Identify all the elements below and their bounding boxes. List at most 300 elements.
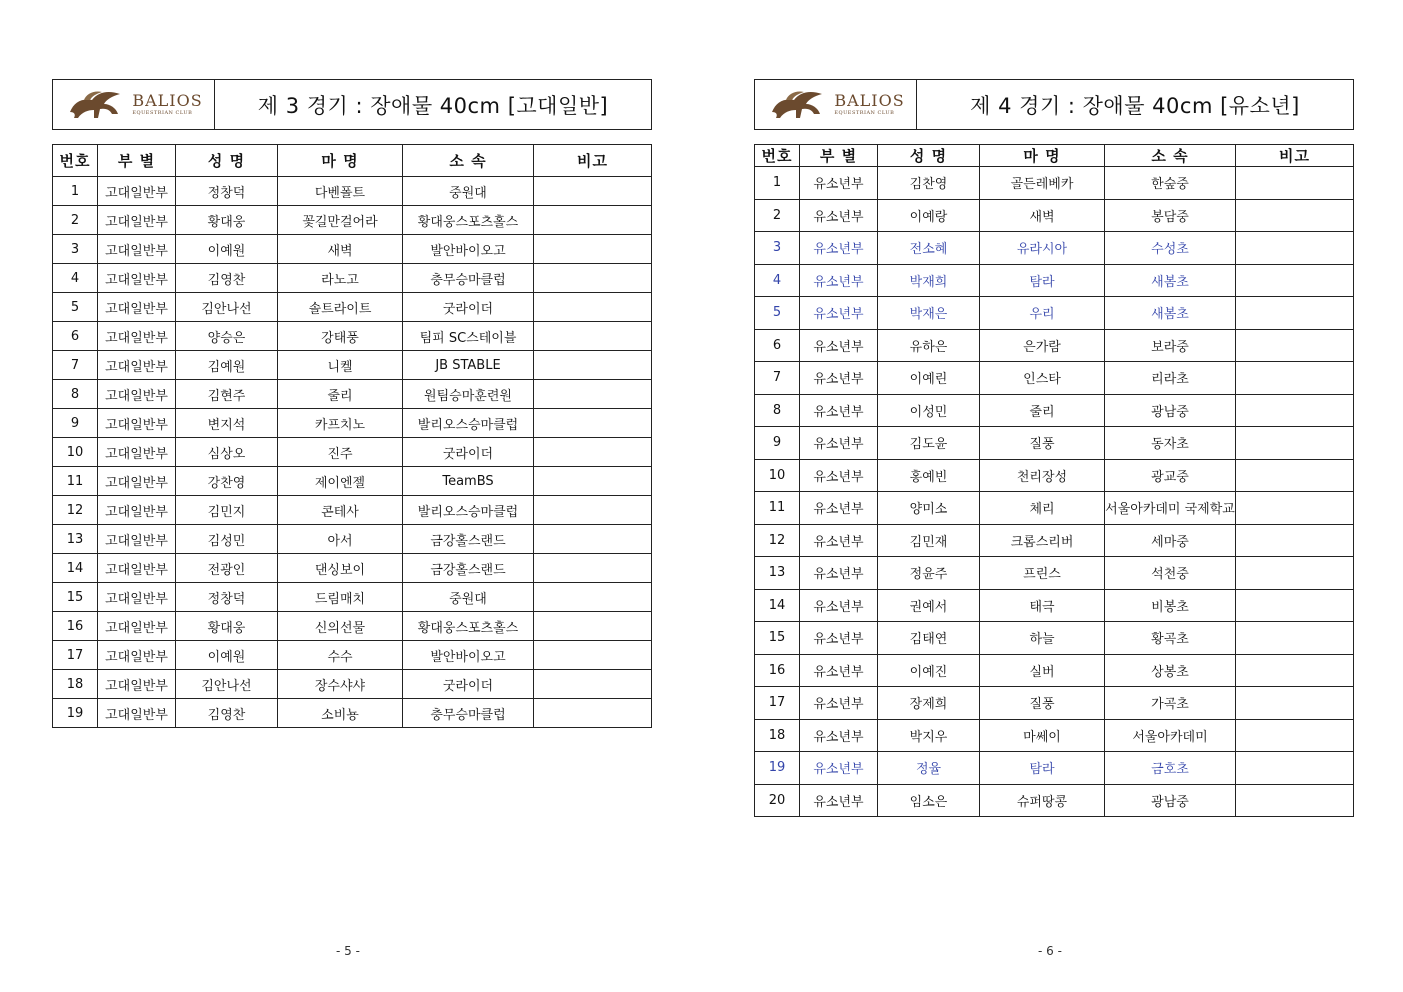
- event-header: [52, 79, 652, 130]
- col-division: 부 별: [98, 145, 176, 177]
- row-division: 고대일반부: [98, 409, 176, 438]
- row-horse-name: 니켈: [278, 351, 403, 380]
- table-row: [755, 199, 1354, 232]
- row-division: 유소년부: [800, 329, 878, 362]
- row-rider-name: 전광인: [176, 554, 278, 583]
- row-rider-name: 권예서: [878, 589, 980, 622]
- row-horse-name: 수수: [278, 641, 403, 670]
- row-note: [534, 409, 652, 438]
- col-rider-name: 성 명: [878, 145, 980, 167]
- row-rider-name: 김현주: [176, 380, 278, 409]
- col-number: 번호: [755, 145, 800, 167]
- col-horse-name: 마 명: [278, 145, 403, 177]
- row-horse-name: 제이엔젤: [278, 467, 403, 496]
- row-number: 8: [53, 380, 98, 409]
- row-number: 8: [755, 394, 800, 427]
- row-note: [534, 612, 652, 641]
- row-horse-name: 새벽: [980, 199, 1105, 232]
- col-number: 번호: [53, 145, 98, 177]
- row-note: [1236, 264, 1354, 297]
- row-division: 유소년부: [800, 427, 878, 460]
- row-division: 고대일반부: [98, 670, 176, 699]
- row-affiliation: 한숲중: [1105, 167, 1236, 200]
- row-number: 4: [53, 264, 98, 293]
- row-rider-name: 유하은: [878, 329, 980, 362]
- table-row: [755, 427, 1354, 460]
- row-division: 유소년부: [800, 362, 878, 395]
- row-rider-name: 정창덕: [176, 583, 278, 612]
- row-note: [534, 293, 652, 322]
- table-row: [755, 687, 1354, 720]
- row-note: [1236, 752, 1354, 785]
- row-affiliation: 서울아카데미 국제학교: [1105, 492, 1236, 525]
- row-division: 유소년부: [800, 719, 878, 752]
- row-affiliation: 발안바이오고: [403, 235, 534, 264]
- row-number: 3: [755, 232, 800, 265]
- row-horse-name: 콘테사: [278, 496, 403, 525]
- row-rider-name: 이성민: [878, 394, 980, 427]
- row-number: 11: [53, 467, 98, 496]
- row-number: 5: [755, 297, 800, 330]
- row-division: 고대일반부: [98, 380, 176, 409]
- entry-rows: [53, 177, 652, 728]
- row-rider-name: 박재희: [878, 264, 980, 297]
- row-rider-name: 정율: [878, 752, 980, 785]
- row-number: 13: [53, 525, 98, 554]
- row-horse-name: 인스타: [980, 362, 1105, 395]
- entry-rows: [755, 167, 1354, 817]
- row-affiliation: 굿라이더: [403, 438, 534, 467]
- page-right: [700, 0, 1403, 992]
- row-rider-name: 황대웅: [176, 612, 278, 641]
- col-division: 부 별: [800, 145, 878, 167]
- row-horse-name: 강태풍: [278, 322, 403, 351]
- row-rider-name: 김영찬: [176, 699, 278, 728]
- table-row: [53, 699, 652, 728]
- winged-horse-icon: [64, 88, 126, 122]
- table-row: [53, 641, 652, 670]
- row-division: 유소년부: [800, 232, 878, 265]
- row-affiliation: 광남중: [1105, 394, 1236, 427]
- row-rider-name: 김민재: [878, 524, 980, 557]
- row-horse-name: 슈퍼땅콩: [980, 784, 1105, 817]
- table-row: [755, 297, 1354, 330]
- row-number: 7: [755, 362, 800, 395]
- row-horse-name: 우리: [980, 297, 1105, 330]
- table-row: [755, 394, 1354, 427]
- row-note: [1236, 427, 1354, 460]
- table-row: [53, 293, 652, 322]
- row-note: [534, 496, 652, 525]
- row-affiliation: 금강홀스랜드: [403, 525, 534, 554]
- row-note: [534, 554, 652, 583]
- row-rider-name: 정윤주: [878, 557, 980, 590]
- row-division: 유소년부: [800, 557, 878, 590]
- logo-subtext: EQUESTRIAN CLUB: [132, 110, 193, 116]
- row-division: 고대일반부: [98, 612, 176, 641]
- row-rider-name: 김태연: [878, 622, 980, 655]
- row-affiliation: 굿라이더: [403, 670, 534, 699]
- row-note: [534, 641, 652, 670]
- row-number: 16: [755, 654, 800, 687]
- row-horse-name: 댄싱보이: [278, 554, 403, 583]
- row-rider-name: 양미소: [878, 492, 980, 525]
- row-affiliation: TeamBS: [403, 467, 534, 496]
- row-horse-name: 질풍: [980, 427, 1105, 460]
- row-horse-name: 은가람: [980, 329, 1105, 362]
- row-number: 6: [53, 322, 98, 351]
- row-division: 고대일반부: [98, 583, 176, 612]
- row-affiliation: 보라중: [1105, 329, 1236, 362]
- row-affiliation: 발안바이오고: [403, 641, 534, 670]
- row-number: 12: [53, 496, 98, 525]
- logo-subtext: EQUESTRIAN CLUB: [834, 110, 895, 116]
- event-title: 제 4 경기 : 장애물 40cm [유소년]: [970, 93, 1300, 118]
- table-row: [53, 177, 652, 206]
- row-division: 유소년부: [800, 784, 878, 817]
- row-affiliation: 가곡초: [1105, 687, 1236, 720]
- table-row: [755, 524, 1354, 557]
- row-division: 유소년부: [800, 752, 878, 785]
- row-rider-name: 강찬영: [176, 467, 278, 496]
- row-division: 유소년부: [800, 492, 878, 525]
- row-horse-name: 하늘: [980, 622, 1105, 655]
- table-row: [53, 409, 652, 438]
- table-row: [755, 622, 1354, 655]
- row-number: 1: [755, 167, 800, 200]
- row-division: 고대일반부: [98, 554, 176, 583]
- table-row: [53, 670, 652, 699]
- row-note: [1236, 784, 1354, 817]
- row-rider-name: 홍예빈: [878, 459, 980, 492]
- row-number: 4: [755, 264, 800, 297]
- logo-wordmark: BALIOS: [132, 91, 203, 110]
- row-number: 5: [53, 293, 98, 322]
- table-row: [755, 362, 1354, 395]
- row-note: [534, 351, 652, 380]
- row-note: [534, 438, 652, 467]
- table-header-row: [755, 145, 1354, 167]
- row-horse-name: 질풍: [980, 687, 1105, 720]
- row-affiliation: 원팀승마훈련원: [403, 380, 534, 409]
- row-number: 19: [755, 752, 800, 785]
- row-affiliation: 금강홀스랜드: [403, 554, 534, 583]
- row-horse-name: 다벤폴트: [278, 177, 403, 206]
- row-number: 12: [755, 524, 800, 557]
- row-note: [1236, 557, 1354, 590]
- row-division: 고대일반부: [98, 525, 176, 554]
- row-affiliation: 충무승마클럽: [403, 264, 534, 293]
- table-row: [53, 467, 652, 496]
- table-row: [755, 167, 1354, 200]
- row-note: [534, 177, 652, 206]
- row-note: [1236, 167, 1354, 200]
- row-horse-name: 진주: [278, 438, 403, 467]
- row-rider-name: 임소은: [878, 784, 980, 817]
- row-rider-name: 이예원: [176, 641, 278, 670]
- table-row: [53, 496, 652, 525]
- row-note: [534, 583, 652, 612]
- row-note: [534, 380, 652, 409]
- table-row: [755, 492, 1354, 525]
- row-number: 1: [53, 177, 98, 206]
- row-note: [1236, 199, 1354, 232]
- col-horse-name: 마 명: [980, 145, 1105, 167]
- row-note: [1236, 719, 1354, 752]
- row-horse-name: 프린스: [980, 557, 1105, 590]
- row-number: 18: [53, 670, 98, 699]
- row-affiliation: 발리오스승마클럽: [403, 409, 534, 438]
- row-division: 유소년부: [800, 654, 878, 687]
- table-row: [53, 235, 652, 264]
- row-horse-name: 마쎄이: [980, 719, 1105, 752]
- row-affiliation: 수성초: [1105, 232, 1236, 265]
- row-horse-name: 크롬스리버: [980, 524, 1105, 557]
- row-number: 15: [53, 583, 98, 612]
- row-note: [534, 467, 652, 496]
- table-row: [53, 554, 652, 583]
- event-title: 제 3 경기 : 장애물 40cm [고대일반]: [257, 93, 609, 118]
- row-number: 6: [755, 329, 800, 362]
- row-note: [1236, 524, 1354, 557]
- row-division: 고대일반부: [98, 699, 176, 728]
- row-horse-name: 솔트라이트: [278, 293, 403, 322]
- row-note: [534, 235, 652, 264]
- row-number: 11: [755, 492, 800, 525]
- row-rider-name: 이예원: [176, 235, 278, 264]
- row-horse-name: 드림매치: [278, 583, 403, 612]
- row-horse-name: 실버: [980, 654, 1105, 687]
- row-division: 유소년부: [800, 199, 878, 232]
- row-affiliation: 석천중: [1105, 557, 1236, 590]
- row-horse-name: 카프치노: [278, 409, 403, 438]
- table-row: [53, 438, 652, 467]
- row-affiliation: 황대웅스포츠홀스: [403, 612, 534, 641]
- row-rider-name: 박재은: [878, 297, 980, 330]
- row-note: [1236, 232, 1354, 265]
- row-division: 유소년부: [800, 167, 878, 200]
- table-row: [755, 589, 1354, 622]
- club-logo: [755, 80, 917, 129]
- row-affiliation: 상봉초: [1105, 654, 1236, 687]
- row-rider-name: 양승은: [176, 322, 278, 351]
- row-note: [534, 670, 652, 699]
- table-row: [53, 380, 652, 409]
- table-row: [755, 557, 1354, 590]
- row-affiliation: JB STABLE: [403, 351, 534, 380]
- table-row: [53, 583, 652, 612]
- row-number: 7: [53, 351, 98, 380]
- row-horse-name: 라노고: [278, 264, 403, 293]
- row-affiliation: 서울아카데미: [1105, 719, 1236, 752]
- row-division: 유소년부: [800, 687, 878, 720]
- row-division: 고대일반부: [98, 206, 176, 235]
- table-row: [755, 459, 1354, 492]
- row-number: 20: [755, 784, 800, 817]
- row-note: [534, 322, 652, 351]
- row-division: 유소년부: [800, 589, 878, 622]
- row-horse-name: 체리: [980, 492, 1105, 525]
- logo-wordmark: BALIOS: [834, 91, 905, 110]
- table-row: [755, 654, 1354, 687]
- row-rider-name: 김민지: [176, 496, 278, 525]
- entry-table: [754, 144, 1354, 817]
- row-number: 9: [53, 409, 98, 438]
- row-horse-name: 장수샤샤: [278, 670, 403, 699]
- row-rider-name: 김예원: [176, 351, 278, 380]
- row-division: 고대일반부: [98, 264, 176, 293]
- row-horse-name: 아서: [278, 525, 403, 554]
- row-affiliation: 리라초: [1105, 362, 1236, 395]
- col-affiliation: 소 속: [1105, 145, 1236, 167]
- row-division: 유소년부: [800, 459, 878, 492]
- row-rider-name: 변지석: [176, 409, 278, 438]
- row-horse-name: 태극: [980, 589, 1105, 622]
- col-note: 비고: [534, 145, 652, 177]
- row-number: 17: [755, 687, 800, 720]
- table-header-row: [53, 145, 652, 177]
- row-affiliation: 중원대: [403, 583, 534, 612]
- row-horse-name: 탐라: [980, 752, 1105, 785]
- row-horse-name: 유라시아: [980, 232, 1105, 265]
- row-division: 고대일반부: [98, 177, 176, 206]
- row-horse-name: 줄리: [980, 394, 1105, 427]
- table-row: [53, 525, 652, 554]
- entry-table: [52, 144, 652, 728]
- row-division: 고대일반부: [98, 293, 176, 322]
- row-division: 고대일반부: [98, 496, 176, 525]
- row-number: 15: [755, 622, 800, 655]
- row-horse-name: 골든레베카: [980, 167, 1105, 200]
- row-rider-name: 김찬영: [878, 167, 980, 200]
- row-division: 유소년부: [800, 524, 878, 557]
- row-note: [1236, 459, 1354, 492]
- row-note: [1236, 329, 1354, 362]
- row-note: [534, 206, 652, 235]
- page-number: - 5 -: [336, 944, 360, 958]
- row-affiliation: 동자초: [1105, 427, 1236, 460]
- row-division: 유소년부: [800, 622, 878, 655]
- row-division: 고대일반부: [98, 438, 176, 467]
- row-affiliation: 광남중: [1105, 784, 1236, 817]
- row-number: 9: [755, 427, 800, 460]
- table-row: [53, 322, 652, 351]
- row-affiliation: 굿라이더: [403, 293, 534, 322]
- row-number: 3: [53, 235, 98, 264]
- table-row: [53, 206, 652, 235]
- page-number: - 6 -: [1038, 944, 1062, 958]
- row-division: 유소년부: [800, 394, 878, 427]
- row-number: 2: [53, 206, 98, 235]
- row-affiliation: 발리오스승마클럽: [403, 496, 534, 525]
- row-affiliation: 황대웅스포츠홀스: [403, 206, 534, 235]
- row-rider-name: 이예린: [878, 362, 980, 395]
- row-note: [1236, 654, 1354, 687]
- col-rider-name: 성 명: [176, 145, 278, 177]
- row-rider-name: 황대웅: [176, 206, 278, 235]
- table-row: [755, 232, 1354, 265]
- row-note: [1236, 622, 1354, 655]
- winged-horse-icon: [766, 88, 828, 122]
- row-number: 19: [53, 699, 98, 728]
- row-number: 18: [755, 719, 800, 752]
- row-affiliation: 황곡초: [1105, 622, 1236, 655]
- row-horse-name: 꽃길만걸어라: [278, 206, 403, 235]
- table-row: [755, 719, 1354, 752]
- row-horse-name: 소비뇽: [278, 699, 403, 728]
- row-rider-name: 전소혜: [878, 232, 980, 265]
- row-horse-name: 탐라: [980, 264, 1105, 297]
- row-affiliation: 새봄초: [1105, 297, 1236, 330]
- row-number: 16: [53, 612, 98, 641]
- row-division: 유소년부: [800, 264, 878, 297]
- row-division: 유소년부: [800, 297, 878, 330]
- club-logo: [53, 80, 215, 129]
- row-horse-name: 줄리: [278, 380, 403, 409]
- row-affiliation: 충무승마클럽: [403, 699, 534, 728]
- row-rider-name: 장제희: [878, 687, 980, 720]
- table-row: [53, 264, 652, 293]
- row-division: 고대일반부: [98, 641, 176, 670]
- row-note: [1236, 362, 1354, 395]
- row-rider-name: 김안나선: [176, 670, 278, 699]
- row-affiliation: 광교중: [1105, 459, 1236, 492]
- row-horse-name: 천리장성: [980, 459, 1105, 492]
- table-row: [755, 784, 1354, 817]
- row-affiliation: 비봉초: [1105, 589, 1236, 622]
- page-left: [0, 0, 700, 992]
- row-rider-name: 김안나선: [176, 293, 278, 322]
- row-note: [534, 525, 652, 554]
- row-division: 고대일반부: [98, 322, 176, 351]
- row-rider-name: 김영찬: [176, 264, 278, 293]
- table-row: [53, 612, 652, 641]
- row-horse-name: 신의선물: [278, 612, 403, 641]
- row-affiliation: 중원대: [403, 177, 534, 206]
- row-affiliation: 봉담중: [1105, 199, 1236, 232]
- row-note: [1236, 589, 1354, 622]
- row-rider-name: 김도윤: [878, 427, 980, 460]
- col-note: 비고: [1236, 145, 1354, 167]
- row-note: [534, 264, 652, 293]
- row-note: [1236, 394, 1354, 427]
- row-number: 14: [53, 554, 98, 583]
- row-number: 10: [53, 438, 98, 467]
- row-rider-name: 이예진: [878, 654, 980, 687]
- row-number: 17: [53, 641, 98, 670]
- row-number: 2: [755, 199, 800, 232]
- row-division: 고대일반부: [98, 467, 176, 496]
- row-affiliation: 금호초: [1105, 752, 1236, 785]
- row-rider-name: 이예랑: [878, 199, 980, 232]
- row-division: 고대일반부: [98, 235, 176, 264]
- table-row: [755, 752, 1354, 785]
- row-number: 10: [755, 459, 800, 492]
- row-note: [1236, 687, 1354, 720]
- row-horse-name: 새벽: [278, 235, 403, 264]
- col-affiliation: 소 속: [403, 145, 534, 177]
- row-rider-name: 심상오: [176, 438, 278, 467]
- table-row: [755, 329, 1354, 362]
- row-note: [1236, 492, 1354, 525]
- table-row: [755, 264, 1354, 297]
- row-affiliation: 새봄초: [1105, 264, 1236, 297]
- row-affiliation: 세마중: [1105, 524, 1236, 557]
- row-number: 14: [755, 589, 800, 622]
- row-division: 고대일반부: [98, 351, 176, 380]
- row-note: [1236, 297, 1354, 330]
- row-rider-name: 김성민: [176, 525, 278, 554]
